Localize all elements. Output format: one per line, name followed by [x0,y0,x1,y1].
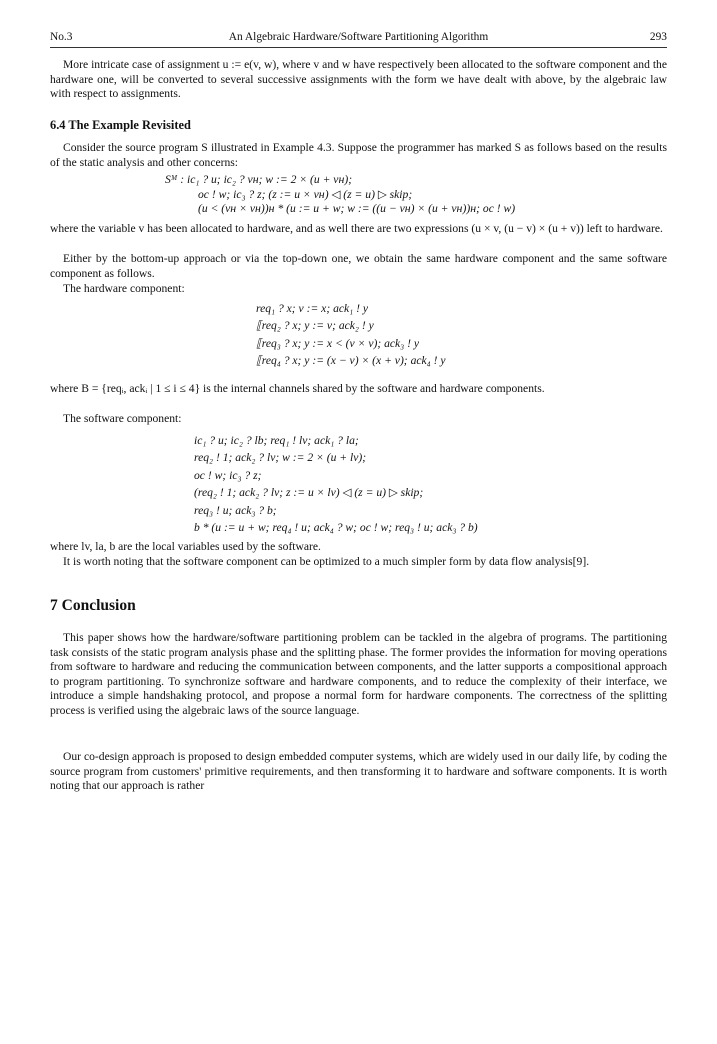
hw-line: ⟦req₄ ? x; y := (x − v) × (x + v); ack₄ ! y [256,353,446,367]
running-title: An Algebraic Hardware/Software Partitioning Algorithm [228,31,489,43]
hardware-component-code [256,300,446,369]
header-rule [50,47,667,48]
hardware-label: The hardware component: [63,282,185,295]
sw-line: b * (u := u + w; req₄ ! u; ack₄ ? w; oc ! w; req₃ ! u; ack₃ ? b) [194,520,478,534]
sw-line: (req₂ ! 1; ack₂ ? lv; z := u × lv) ◁ (z = u) ▷ skip; [194,486,424,500]
section-7-para2-block [50,750,667,794]
hardware-label-block [50,282,667,297]
sw-line: ic₁ ? u; ic₂ ? lb; req₁ ! lv; ack₁ ? la; [194,434,359,447]
issue-number: No.3 [50,31,73,43]
hw-line: ⟦req₂ ? x; y := v; ack₂ ! y [256,319,374,333]
section-6-4-para3-block [50,252,667,281]
running-header [50,30,667,46]
hw-line: req₁ ? x; v := x; ack₁ ! y [256,302,369,315]
marked-program [165,173,515,217]
intro-paragraph-block [50,58,667,102]
section-6-4-para2-block [50,222,667,237]
section-6-4-para3: Either by the bottom-up approach or via the top-down one, we obtain the same hardware component and the same software component as follows. [50,252,667,280]
sw-line: oc ! w; ic₃ ? z; [194,468,262,482]
page-number: 293 [649,31,667,43]
section-6-4-heading-block [50,118,667,133]
section-6-4-title: 6.4 The Example Revisited [50,118,191,132]
section-6-4-para5: where lv, la, b are the local variables used by the software. [50,540,321,553]
software-component-code [194,432,478,536]
intro-paragraph: More intricate case of assignment u := e(v, w), where v and w have respectively been allocated to the software component and the hardware one, will be converted to several successive assignments with the form we have dealt with above, by the algebraic law with respect to assignments. [50,58,667,101]
sw-line: req₃ ! u; ack₃ ? b; [194,503,277,517]
section-6-4-para6: It is worth noting that the software component can be optimized to a much simpler form by data flow analysis[9]. [63,555,590,568]
section-7-para2: Our co-design approach is proposed to design embedded computer systems, which are widely used in our daily life, by coding the source program from customers' primitive requirements, and then transforming it to hardware and software components. It is worth noting that our approach is rather [50,750,667,793]
section-6-4-para4-block [50,382,667,397]
section-7-heading-block [50,599,667,614]
sw-line: req₂ ! 1; ack₂ ? lv; w := 2 × (u + lv); [194,451,367,465]
section-6-4-para5-block [50,540,667,555]
section-6-4-para1: Consider the source program S illustrated in Example 4.3. Suppose the programmer has marked S as follows based on the results of the static analysis and other concerns: [50,141,667,169]
section-6-4-para4: where B = {reqᵢ, ackᵢ | 1 ≤ i ≤ 4} is the internal channels shared by the software and hardware components. [50,382,545,395]
section-7-para1: This paper shows how the hardware/software partitioning problem can be tackled in the algebra of programs. The partitioning task consists of the static program analysis phase and the splitting phase. The former provides the information for moving operations from software to hardware and reducing the communication between components, and the latter supports a compositional approach to program partitioning. To synchronize software and hardware components, and to reduce the complexity of their interface, we introduce a simple handshaking protocol, and propose a normal form for hardware components. The correctness of the splitting process is verified using the algebraic laws of the source language. [50,631,667,717]
software-label-block [50,412,667,427]
section-7-para1-block [50,631,667,719]
program-line: Sᴹ : ic₁ ? u; ic₂ ? vʜ; w := 2 × (u + vʜ); [165,173,353,186]
hw-line: ⟦req₃ ? x; y := x < (v × v); ack₃ ! y [256,336,420,350]
program-line: (u < (vʜ × vʜ))ʜ * (u := u + w; w := ((u − vʜ) × (u + vʜ))ʜ; oc ! w) [198,202,516,216]
software-label: The software component: [63,412,182,425]
program-line: oc ! w; ic₃ ? z; (z := u × vʜ) ◁ (z = u) ▷ skip; [198,187,413,201]
section-6-4-para6-block [50,555,667,570]
section-6-4-para2: where the variable v has been allocated to hardware, and as well there are two expressions (u × v, (u − v) × (u + v)) left to hardware. [50,222,663,235]
section-6-4-para1-block [50,141,667,170]
section-7-title: 7 Conclusion [50,597,136,614]
